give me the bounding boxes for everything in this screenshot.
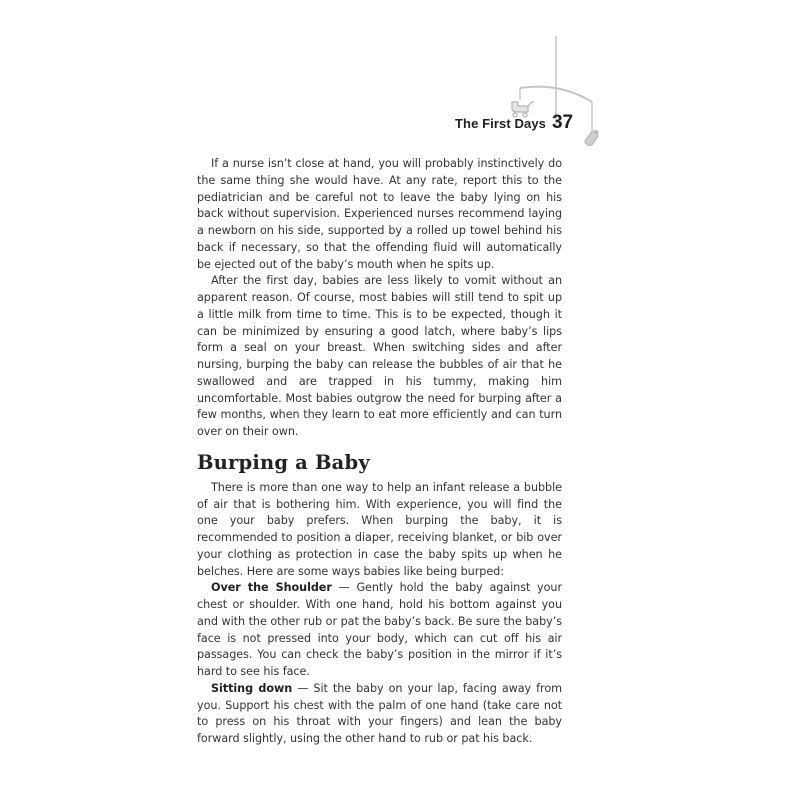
method-separator: — [292, 681, 314, 695]
running-title: The First Days [455, 116, 546, 131]
method-paragraph [197, 681, 562, 748]
body-text [197, 156, 562, 748]
paragraph: After the first day, babies are less likely to vomit without an apparent reason. Of course, most babies will still tend to spit up a little milk from time to time. This is to be expected, though it can be minimized by ensuring a good latch, where baby’s lips form a seal on your breast. When switching sides and after nursing, burping the baby can release the bubbles of air that he swallowed and are trapped in his tummy, making him uncomfortable. Most babies outgrow the need for burping after a few months, when they learn to eat more efficiently and can turn over on their own. [197, 274, 562, 438]
method-separator: — [331, 581, 357, 595]
page-number: 37 [551, 112, 574, 133]
method-text: Gently hold the baby against your chest or shoulder. With one hand, hold his bottom against you and with the other rub or pat the baby’s back. Be sure the baby’s face is not pressed into your body, which can cut off his air passages. You can check the baby’s position in the mirror if it’s hard to see his face. [197, 581, 563, 678]
paragraph: If a nurse isn’t close at hand, you will probably instinctively do the same thing she would have. At any rate, report this to the pediatrician and be careful not to leave the baby lying on his back without supervision. Experienced nurses recommend laying a newborn on his side, supported by a rolled up towel behind his back if necessary, so that the offending fluid will automatically be ejected out of the baby’s mouth when he spits up. [197, 157, 562, 271]
method-name: Over the Shoulder [211, 581, 332, 595]
method-paragraph [197, 580, 562, 681]
paragraph: There is more than one way to help an infant release a bubble of air that is bothering him. With experience, you will find the one your baby prefers. When burping the baby, it is recommended to position a diaper, receiving blanket, or bib over your clothing as protection in case the baby spits up when he belches. Here are some ways babies like being burped: [197, 480, 562, 578]
bottle-icon [584, 128, 600, 146]
running-head [455, 112, 574, 134]
section-heading: Burping a Baby [197, 450, 370, 474]
method-text: Sit the baby on your lap, facing away from you. Support his chest with the palm of one hand (take care not to press on his throat with your fingers) and lean the baby forward slightly, using the other hand to rub or pat his back. [197, 681, 562, 745]
method-name: Sitting down [211, 681, 293, 695]
